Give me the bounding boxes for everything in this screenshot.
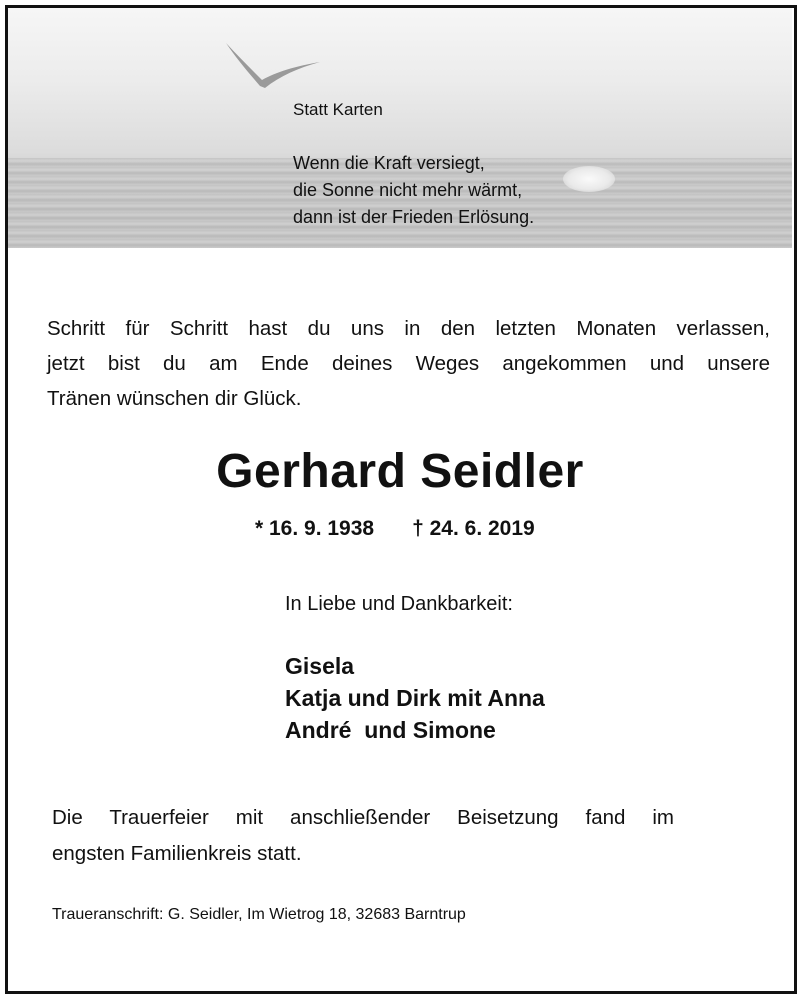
mourner-name: André und Simone — [285, 717, 496, 743]
mourners-intro: In Liebe und Dankbarkeit: — [285, 593, 513, 615]
life-dates — [255, 517, 535, 541]
intro-line: Tränen wünschen dir Glück. — [47, 387, 302, 410]
verse — [293, 150, 534, 231]
verse-line: die Sonne nicht mehr wärmt, — [293, 180, 523, 200]
seagull-icon — [218, 38, 328, 93]
intro-line: jetzt bist du am Ende deines Weges angekommen und unsere — [47, 352, 770, 375]
mourners-list — [285, 650, 545, 746]
ceremony-line: Die Trauerfeier mit anschließender Beisetzung fand im — [52, 806, 674, 829]
ceremony-line: engsten Familienkreis statt. — [52, 842, 302, 865]
sun-image — [563, 166, 615, 192]
death-date: † 24. 6. 2019 — [412, 517, 535, 540]
intro-line: Schritt für Schritt hast du uns in den letzten Monaten verlassen, — [47, 317, 770, 340]
verse-line: dann ist der Frieden Erlösung. — [293, 207, 535, 227]
intro-text — [47, 311, 770, 416]
deceased-name: Gerhard Seidler — [216, 445, 584, 498]
statt-karten: Statt Karten — [293, 100, 383, 119]
header-photo — [8, 8, 792, 248]
verse-line: Wenn die Kraft versiegt, — [293, 153, 485, 173]
mourner-name: Katja und Dirk mit Anna — [285, 685, 545, 711]
birth-date: * 16. 9. 1938 — [255, 517, 375, 540]
ceremony-text — [52, 800, 674, 872]
mourning-address: Traueranschrift: G. Seidler, Im Wietrog 18, 32683 Barntrup — [52, 906, 466, 923]
mourner-name: Gisela — [285, 653, 355, 679]
